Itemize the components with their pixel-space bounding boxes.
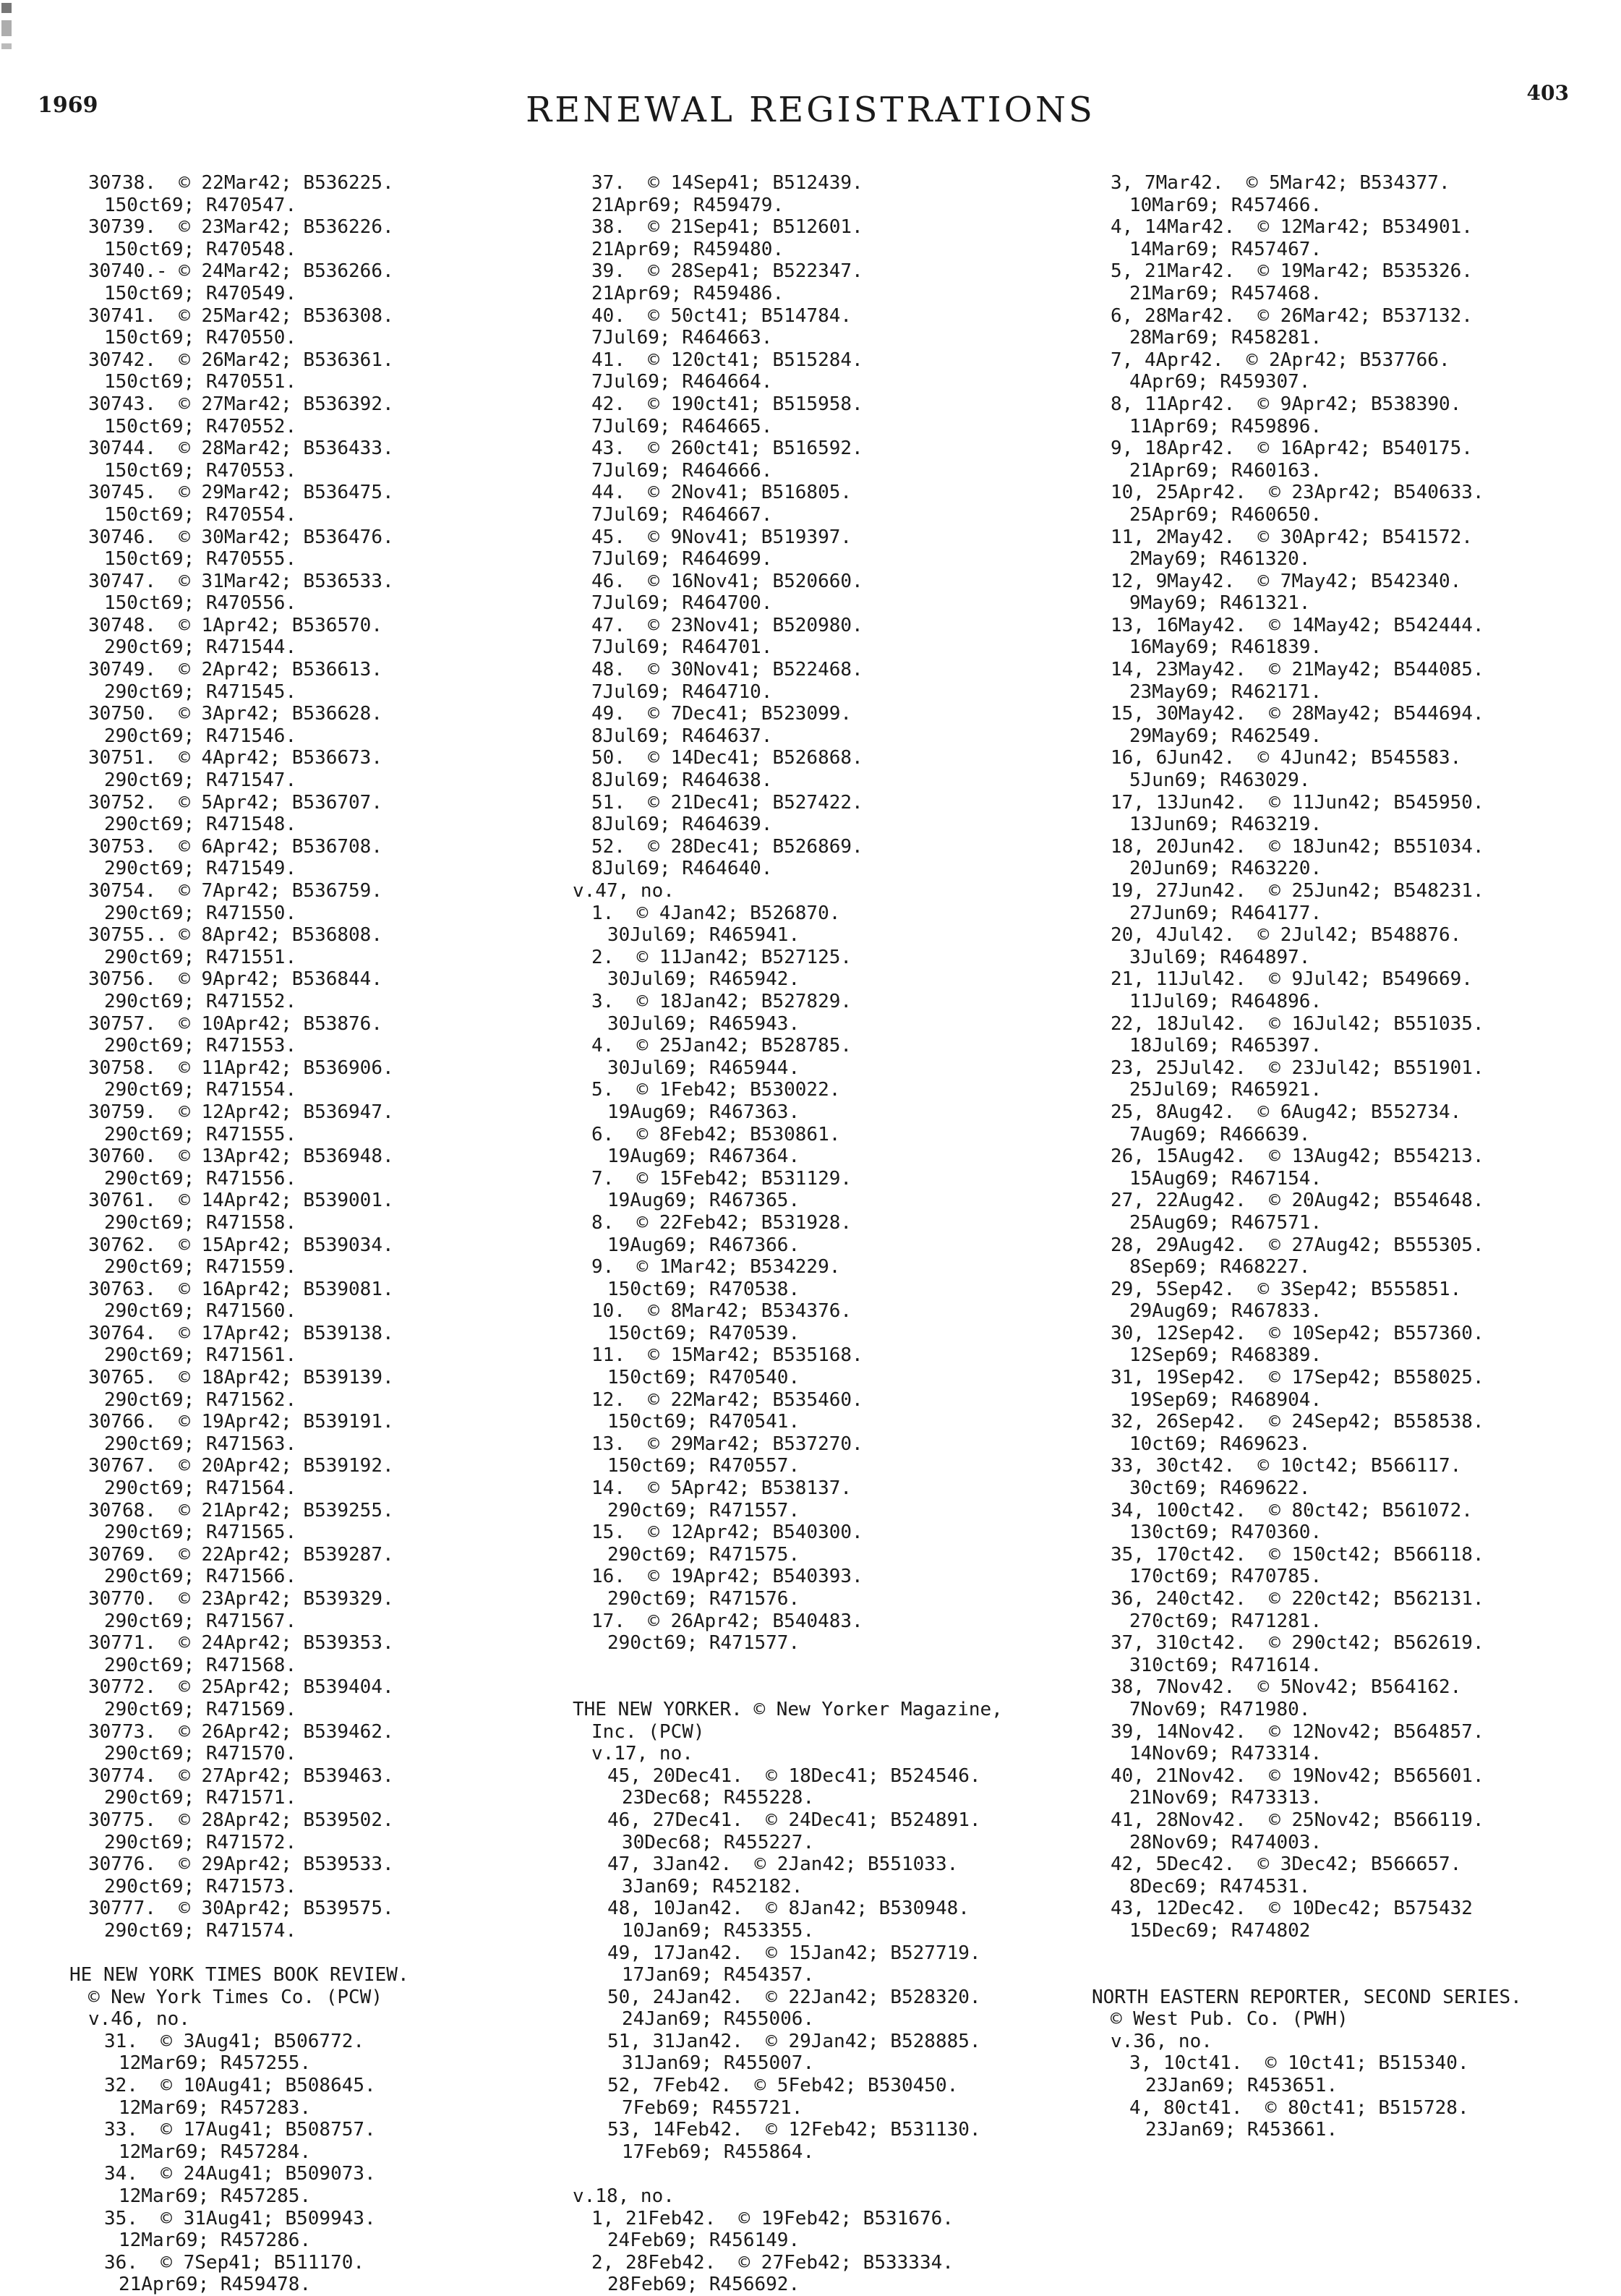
registration-line: 19Aug69; R467365.	[607, 1190, 800, 1212]
registration-line: 30772. © 25Apr42; B539404.	[88, 1676, 394, 1699]
registration-line: 30764. © 17Apr42; B539138.	[88, 1322, 394, 1344]
registration-line: 290ct69; R471576.	[607, 1588, 800, 1610]
registration-line: 290ct69; R471568.	[104, 1654, 297, 1676]
registration-line: 21Apr69; R460163.	[1129, 459, 1322, 482]
registration-line: 290ct69; R471574.	[104, 1919, 297, 1942]
registration-line: 290ct69; R471563.	[104, 1433, 297, 1455]
registration-line: 49, 17Jan42. © 15Jan42; B527719.	[607, 1942, 981, 1964]
registration-line: 4Apr69; R459307.	[1129, 371, 1311, 393]
registration-line: 37. © 14Sep41; B512439.	[591, 172, 863, 194]
registration-line: 21Apr69; R459486.	[591, 282, 784, 304]
registration-line: 30752. © 5Apr42; B536707.	[88, 791, 382, 814]
registration-line: 50. © 14Dec41; B526868.	[591, 747, 863, 769]
registration-line: 28Mar69; R458281.	[1129, 327, 1322, 349]
registration-line: 16, 6Jun42. © 4Jun42; B545583.	[1111, 747, 1462, 769]
registration-line: 13, 16May42. © 14May42; B542444.	[1111, 614, 1484, 636]
registration-line: 35. © 31Aug41; B509943.	[104, 2207, 376, 2229]
registration-line: 23Jan69; R453661.	[1145, 2119, 1338, 2141]
registration-line: Inc. (PCW)	[591, 1720, 705, 1743]
registration-line: 23Dec68; R455228.	[622, 1787, 815, 1809]
registration-line: 30761. © 14Apr42; B539001.	[88, 1190, 394, 1212]
registration-line: 150ct69; R470541.	[607, 1411, 800, 1433]
registration-line: 30766. © 19Apr42; B539191.	[88, 1411, 394, 1433]
registration-line: 46, 27Dec41. © 24Dec41; B524891.	[607, 1809, 981, 1831]
registration-line: 4. © 25Jan42; B528785.	[591, 1035, 852, 1057]
registration-line: 7Aug69; R466639.	[1129, 1123, 1311, 1145]
registration-line: 51, 31Jan42. © 29Jan42; B528885.	[607, 2030, 981, 2052]
registration-line: 40. © 50ct41; B514784.	[591, 304, 852, 327]
registration-line: 13Jun69; R463219.	[1129, 814, 1322, 836]
registration-line: 150ct69; R470549.	[104, 282, 297, 304]
registration-line: 30773. © 26Apr42; B539462.	[88, 1720, 394, 1743]
registration-line: 290ct69; R471549.	[104, 858, 297, 880]
registration-line: 43, 12Dec42. © 10Dec42; B575432	[1111, 1898, 1473, 1920]
registration-line: 7Jul69; R464667.	[591, 503, 773, 526]
registration-line: 30750. © 3Apr42; B536628.	[88, 703, 382, 725]
registration-line: 43. © 260ct41; B516592.	[591, 438, 863, 460]
registration-line: v.36, no.	[1111, 2030, 1212, 2052]
registration-line: 150ct69; R470552.	[104, 415, 297, 438]
registration-line: 16. © 19Apr42; B540393.	[591, 1566, 863, 1588]
registration-line: 19, 27Jun42. © 25Jun42; B548231.	[1111, 880, 1484, 902]
registration-line: 30767. © 20Apr42; B539192.	[88, 1455, 394, 1477]
registration-line: 30ct69; R469622.	[1129, 1477, 1311, 1500]
registration-line: 11Jul69; R464896.	[1129, 990, 1322, 1012]
registration-line: 42, 5Dec42. © 3Dec42; B566657.	[1111, 1853, 1462, 1876]
registration-line: 11, 2May42. © 30Apr42; B541572.	[1111, 526, 1473, 548]
registration-line: v.46, no.	[88, 2008, 190, 2031]
registration-line: 28Feb69; R456692.	[607, 2274, 800, 2296]
registration-line: 31, 19Sep42. © 17Sep42; B558025.	[1111, 1367, 1484, 1389]
registration-line: 30760. © 13Apr42; B536948.	[88, 1145, 394, 1168]
registration-line: 290ct69; R471554.	[104, 1079, 297, 1101]
registration-line: 7Jul69; R464664.	[591, 371, 773, 393]
registration-line: 11Apr69; R459896.	[1129, 415, 1322, 438]
registration-line: 51. © 21Dec41; B527422.	[591, 791, 863, 814]
registration-line: 30756. © 9Apr42; B536844.	[88, 968, 382, 991]
registration-line: 14. © 5Apr42; B538137.	[591, 1477, 852, 1500]
registration-line: 50, 24Jan42. © 22Jan42; B528320.	[607, 1986, 981, 2008]
registration-line: 19Aug69; R467364.	[607, 1145, 800, 1168]
registration-line: 45, 20Dec41. © 18Dec41; B524546.	[607, 1764, 981, 1787]
registration-line: v.17, no.	[591, 1743, 693, 1765]
registration-line: 30Jul69; R465942.	[607, 968, 800, 991]
registration-line: 30745. © 29Mar42; B536475.	[88, 482, 394, 504]
registration-line: 18, 20Jun42. © 18Jun42; B551034.	[1111, 835, 1484, 858]
registration-line: 31Jan69; R455007.	[622, 2052, 815, 2075]
registration-line: 7Jul69; R464700.	[591, 592, 773, 615]
registration-line: 30739. © 23Mar42; B536226.	[88, 216, 394, 239]
registration-line: 48, 10Jan42. © 8Jan42; B530948.	[607, 1898, 970, 1920]
registration-line: 48. © 30Nov41; B522468.	[591, 659, 863, 681]
registration-line: 30747. © 31Mar42; B536533.	[88, 570, 394, 592]
registration-line: 8Sep69; R468227.	[1129, 1256, 1311, 1279]
registration-line: 28, 29Aug42. © 27Aug42; B555305.	[1111, 1234, 1484, 1256]
registration-line: 290ct69; R471550.	[104, 902, 297, 924]
text-column-right	[1092, 172, 1522, 2141]
registration-line: 47, 3Jan42. © 2Jan42; B551033.	[607, 1853, 959, 1876]
registration-line: 44. © 2Nov41; B516805.	[591, 482, 852, 504]
registration-line: 42. © 190ct41; B515958.	[591, 393, 863, 415]
registration-line: 30774. © 27Apr42; B539463.	[88, 1764, 394, 1787]
registration-line: 30Dec68; R455227.	[622, 1831, 815, 1853]
registration-line: 39. © 28Sep41; B522347.	[591, 260, 863, 283]
registration-line: 30754. © 7Apr42; B536759.	[88, 880, 382, 902]
registration-line: 7Jul69; R464665.	[591, 415, 773, 438]
registration-line: 30776. © 29Apr42; B539533.	[88, 1853, 394, 1876]
registration-line: 21, 11Jul42. © 9Jul42; B549669.	[1111, 968, 1473, 991]
registration-line: 38, 7Nov42. © 5Nov42; B564162.	[1111, 1676, 1462, 1699]
registration-line: THE NEW YORKER. © New Yorker Magazine,	[573, 1698, 1003, 1720]
registration-line: 150ct69; R470548.	[104, 238, 297, 260]
registration-line: 30746. © 30Mar42; B536476.	[88, 526, 394, 548]
registration-line: 2, 28Feb42. © 27Feb42; B533334.	[591, 2251, 954, 2274]
registration-line: NORTH EASTERN REPORTER, SECOND SERIES.	[1092, 1986, 1522, 2008]
registration-line: 15Dec69; R474802	[1129, 1919, 1311, 1942]
registration-line: 20, 4Jul42. © 2Jul42; B548876.	[1111, 924, 1462, 947]
registration-line	[1111, 1964, 1522, 1986]
registration-line: 150ct69; R470547.	[104, 194, 297, 216]
registration-line: 8Dec69; R474531.	[1129, 1875, 1311, 1898]
registration-line: 3Jan69; R452182.	[622, 1875, 803, 1898]
registration-line: 150ct69; R470539.	[607, 1322, 800, 1344]
registration-line: 290ct69; R471561.	[104, 1344, 297, 1367]
registration-line: 32, 26Sep42. © 24Sep42; B558538.	[1111, 1411, 1484, 1433]
registration-line: 8. © 22Feb42; B531928.	[591, 1211, 852, 1234]
registration-line: 41, 28Nov42. © 25Nov42; B566119.	[1111, 1809, 1484, 1831]
registration-line: 6, 28Mar42. © 26Mar42; B537132.	[1111, 304, 1473, 327]
registration-line: 30769. © 22Apr42; B539287.	[88, 1543, 394, 1566]
registration-line: 2May69; R461320.	[1129, 548, 1311, 571]
registration-line: 290ct69; R471567.	[104, 1610, 297, 1632]
registration-line: 39, 14Nov42. © 12Nov42; B564857.	[1111, 1720, 1484, 1743]
registration-line: 9, 18Apr42. © 16Apr42; B540175.	[1111, 438, 1473, 460]
registration-line: 290ct69; R471571.	[104, 1787, 297, 1809]
registration-line: HE NEW YORK TIMES BOOK REVIEW.	[69, 1964, 409, 1986]
registration-line: 46. © 16Nov41; B520660.	[591, 570, 863, 592]
registration-line: 290ct69; R471564.	[104, 1477, 297, 1500]
registration-line: 290ct69; R471556.	[104, 1167, 297, 1190]
registration-line: 3, 7Mar42. © 5Mar42; B534377.	[1111, 172, 1450, 194]
registration-line: 5Jun69; R463029.	[1129, 769, 1311, 792]
registration-line: 30740.- © 24Mar42; B536266.	[88, 260, 394, 283]
registration-line: 7Jul69; R464699.	[591, 548, 773, 571]
registration-line: 10. © 8Mar42; B534376.	[591, 1300, 852, 1323]
registration-line: 12Mar69; R457284.	[119, 2141, 312, 2163]
registration-line: 150ct69; R470538.	[607, 1278, 800, 1300]
registration-line: 5. © 1Feb42; B530022.	[591, 1079, 841, 1101]
registration-line: 4, 80ct41. © 80ct41; B515728.	[1129, 2096, 1469, 2119]
registration-line: 7Nov69; R471980.	[1129, 1698, 1311, 1720]
registration-line: 7. © 15Feb42; B531129.	[591, 1167, 852, 1190]
registration-line: 20Jun69; R463220.	[1129, 858, 1322, 880]
registration-line: 9. © 1Mar42; B534229.	[591, 1256, 841, 1279]
registration-line: 290ct69; R471547.	[104, 769, 297, 792]
registration-line: 290ct69; R471551.	[104, 946, 297, 968]
registration-line	[69, 1942, 409, 1965]
header-year: 1969	[38, 93, 98, 118]
registration-line: 30775. © 28Apr42; B539502.	[88, 1809, 394, 1831]
registration-line: 3, 10ct41. © 10ct41; B515340.	[1129, 2052, 1469, 2075]
registration-line: 25Aug69; R467571.	[1129, 1211, 1322, 1234]
registration-line: 16May69; R461839.	[1129, 636, 1322, 659]
registration-line: 19Aug69; R467366.	[607, 1234, 800, 1256]
registration-line: 150ct69; R470554.	[104, 503, 297, 526]
registration-line: 17Feb69; R455864.	[622, 2141, 815, 2163]
registration-line: 8Jul69; R464638.	[591, 769, 773, 792]
registration-line: 26, 15Aug42. © 13Aug42; B554213.	[1111, 1145, 1484, 1168]
page-number: 403	[1526, 81, 1569, 105]
registration-line: v.18, no.	[573, 2185, 675, 2208]
registration-line: 21Apr69; R459479.	[591, 194, 784, 216]
registration-line: 21Apr69; R459480.	[591, 238, 784, 260]
registration-line: 290ct69; R471565.	[104, 1522, 297, 1544]
registration-line: 150ct69; R470553.	[104, 459, 297, 482]
registration-line: 30758. © 11Apr42; B536906.	[88, 1057, 394, 1079]
registration-line: 30748. © 1Apr42; B536570.	[88, 614, 382, 636]
registration-line: 290ct69; R471572.	[104, 1831, 297, 1853]
registration-line: 130ct69; R470360.	[1129, 1522, 1322, 1544]
registration-line: 8Jul69; R464640.	[591, 858, 773, 880]
registration-line: 30, 12Sep42. © 10Sep42; B557360.	[1111, 1322, 1484, 1344]
registration-line: 8Jul69; R464639.	[591, 814, 773, 836]
registration-line: 27, 22Aug42. © 20Aug42; B554648.	[1111, 1190, 1484, 1212]
registration-line: 30777. © 30Apr42; B539575.	[88, 1898, 394, 1920]
registration-line: 40, 21Nov42. © 19Nov42; B565601.	[1111, 1764, 1484, 1787]
registration-line: 8, 11Apr42. © 9Apr42; B538390.	[1111, 393, 1462, 415]
registration-line: 25, 8Aug42. © 6Aug42; B552734.	[1111, 1101, 1462, 1123]
registration-line: 19Sep69; R468904.	[1129, 1388, 1322, 1411]
registration-line: 14Nov69; R473314.	[1129, 1743, 1322, 1765]
registration-line: 30Jul69; R465941.	[607, 924, 800, 947]
registration-line: 49. © 7Dec41; B523099.	[591, 703, 852, 725]
registration-line: 3. © 18Jan42; B527829.	[591, 990, 852, 1012]
registration-line: 47. © 23Nov41; B520980.	[591, 614, 863, 636]
registration-line	[573, 2163, 1003, 2185]
registration-line: 17Jan69; R454357.	[622, 1964, 815, 1986]
text-column-left	[69, 172, 409, 2296]
registration-line: 36. © 7Sep41; B511170.	[104, 2251, 365, 2274]
registration-line: v.47, no.	[573, 880, 675, 902]
registration-line: 30Jul69; R465943.	[607, 1012, 800, 1035]
registration-line: 290ct69; R471559.	[104, 1256, 297, 1279]
registration-line: 37, 310ct42. © 290ct42; B562619.	[1111, 1632, 1484, 1655]
registration-line: 30765. © 18Apr42; B539139.	[88, 1367, 394, 1389]
registration-line: 290ct69; R471545.	[104, 680, 297, 703]
registration-line: 30738. © 22Mar42; B536225.	[88, 172, 394, 194]
registration-line: 38. © 21Sep41; B512601.	[591, 216, 863, 239]
registration-line: 10Jan69; R453355.	[622, 1919, 815, 1942]
registration-line: 290ct69; R471569.	[104, 1698, 297, 1720]
registration-line: 30743. © 27Mar42; B536392.	[88, 393, 394, 415]
registration-line: 18Jul69; R465397.	[1129, 1035, 1322, 1057]
registration-line: 290ct69; R471552.	[104, 990, 297, 1012]
registration-line: 32. © 10Aug41; B508645.	[104, 2075, 376, 2097]
registration-line: 12Mar69; R457285.	[119, 2185, 312, 2208]
scan-edge-marks	[1, 0, 14, 2204]
registration-line: 12Mar69; R457255.	[119, 2052, 312, 2075]
registration-line: 7Jul69; R464701.	[591, 636, 773, 659]
registration-line: 7Jul69; R464663.	[591, 327, 773, 349]
registration-line: 310ct69; R471614.	[1129, 1654, 1322, 1676]
registration-line: 30753. © 6Apr42; B536708.	[88, 835, 382, 858]
registration-line: 150ct69; R470555.	[104, 548, 297, 571]
registration-line	[1111, 1942, 1522, 1965]
registration-line: 52, 7Feb42. © 5Feb42; B530450.	[607, 2075, 959, 2097]
registration-line: 30770. © 23Apr42; B539329.	[88, 1588, 394, 1610]
page-title: RENEWAL REGISTRATIONS	[526, 90, 1095, 130]
registration-line: 41. © 120ct41; B515284.	[591, 349, 863, 371]
registration-line: 15Aug69; R467154.	[1129, 1167, 1322, 1190]
registration-line: 34, 100ct42. © 80ct42; B561072.	[1111, 1499, 1473, 1522]
registration-line: 290ct69; R471555.	[104, 1123, 297, 1145]
registration-line: 25Jul69; R465921.	[1129, 1079, 1322, 1101]
registration-line: 290ct69; R471560.	[104, 1300, 297, 1323]
registration-line: 24Feb69; R456149.	[607, 2229, 800, 2252]
registration-line: 290ct69; R471546.	[104, 725, 297, 747]
registration-line: 30757. © 10Apr42; B53876.	[88, 1012, 382, 1035]
registration-line: 7, 4Apr42. © 2Apr42; B537766.	[1111, 349, 1450, 371]
registration-line: 30751. © 4Apr42; B536673.	[88, 747, 382, 769]
registration-line: 12. © 22Mar42; B535460.	[591, 1388, 863, 1411]
registration-line: 5, 21Mar42. © 19Mar42; B535326.	[1111, 260, 1473, 283]
registration-line	[573, 1655, 1003, 1677]
registration-line: 150ct69; R470550.	[104, 327, 297, 349]
registration-line: 150ct69; R470540.	[607, 1367, 800, 1389]
registration-line: 290ct69; R471577.	[607, 1632, 800, 1655]
registration-line: 30755.. © 8Apr42; B536808.	[88, 924, 382, 947]
registration-line: 290ct69; R471570.	[104, 1743, 297, 1765]
registration-line: 29May69; R462549.	[1129, 725, 1322, 747]
registration-line: 290ct69; R471553.	[104, 1035, 297, 1057]
registration-line: 30741. © 25Mar42; B536308.	[88, 304, 394, 327]
registration-line: 19Aug69; R467363.	[607, 1101, 800, 1123]
registration-line: © West Pub. Co. (PWH)	[1111, 2008, 1348, 2031]
registration-line: 10ct69; R469623.	[1129, 1433, 1311, 1455]
registration-line: 150ct69; R470551.	[104, 371, 297, 393]
registration-line: 11. © 15Mar42; B535168.	[591, 1344, 863, 1367]
registration-line: 30768. © 21Apr42; B539255.	[88, 1499, 394, 1522]
registration-line: 29, 5Sep42. © 3Sep42; B555851.	[1111, 1278, 1462, 1300]
registration-line: 33, 30ct42. © 10ct42; B566117.	[1111, 1455, 1462, 1477]
registration-line: 13. © 29Mar42; B537270.	[591, 1433, 863, 1455]
registration-line: 15, 30May42. © 28May42; B544694.	[1111, 703, 1484, 725]
registration-line: 23May69; R462171.	[1129, 680, 1322, 703]
registration-line: 27Jun69; R464177.	[1129, 902, 1322, 924]
registration-line	[573, 1676, 1003, 1699]
registration-line: 15. © 12Apr42; B540300.	[591, 1522, 863, 1544]
registration-line: 7Jul69; R464666.	[591, 459, 773, 482]
registration-line: 290ct69; R471544.	[104, 636, 297, 659]
registration-line: 30763. © 16Apr42; B539081.	[88, 1278, 394, 1300]
registration-line: 2. © 11Jan42; B527125.	[591, 946, 852, 968]
registration-line: 30759. © 12Apr42; B536947.	[88, 1101, 394, 1123]
registration-line: 12, 9May42. © 7May42; B542340.	[1111, 570, 1462, 592]
registration-line: 34. © 24Aug41; B509073.	[104, 2163, 376, 2185]
registration-line: 17. © 26Apr42; B540483.	[591, 1610, 863, 1632]
registration-line: 23, 25Jul42. © 23Jul42; B551901.	[1111, 1057, 1484, 1079]
registration-line: 6. © 8Feb42; B530861.	[591, 1123, 841, 1145]
registration-line: 33. © 17Aug41; B508757.	[104, 2119, 376, 2141]
registration-line: 30749. © 2Apr42; B536613.	[88, 659, 382, 681]
registration-line: 36, 240ct42. © 220ct42; B562131.	[1111, 1588, 1484, 1610]
registration-line: 170ct69; R470785.	[1129, 1566, 1322, 1588]
registration-line: 270ct69; R471281.	[1129, 1610, 1322, 1632]
registration-line: 21Apr69; R459478.	[119, 2274, 312, 2296]
registration-line: 35, 170ct42. © 150ct42; B566118.	[1111, 1543, 1484, 1566]
registration-line: 8Jul69; R464637.	[591, 725, 773, 747]
registration-line: 12Sep69; R468389.	[1129, 1344, 1322, 1367]
registration-line: 290ct69; R471573.	[104, 1875, 297, 1898]
registration-line: 31. © 3Aug41; B506772.	[104, 2030, 365, 2052]
registration-line: 290ct69; R471548.	[104, 814, 297, 836]
registration-line: 10, 25Apr42. © 23Apr42; B540633.	[1111, 482, 1484, 504]
registration-line: 14Mar69; R457467.	[1129, 238, 1322, 260]
registration-line: 150ct69; R470557.	[607, 1455, 800, 1477]
registration-line: 290ct69; R471566.	[104, 1566, 297, 1588]
registration-line: 30762. © 15Apr42; B539034.	[88, 1234, 394, 1256]
registration-line: 30771. © 24Apr42; B539353.	[88, 1632, 394, 1655]
registration-line: 12Mar69; R457286.	[119, 2229, 312, 2252]
registration-line: 290ct69; R471558.	[104, 1211, 297, 1234]
registration-line: 22, 18Jul42. © 16Jul42; B551035.	[1111, 1012, 1484, 1035]
registration-line: 45. © 9Nov41; B519397.	[591, 526, 852, 548]
registration-line: 3Jul69; R464897.	[1129, 946, 1311, 968]
text-column-middle	[573, 172, 1003, 2296]
registration-line: 4, 14Mar42. © 12Mar42; B534901.	[1111, 216, 1473, 239]
registration-line: 17, 13Jun42. © 11Jun42; B545950.	[1111, 791, 1484, 814]
registration-line: 53, 14Feb42. © 12Feb42; B531130.	[607, 2119, 981, 2141]
registration-line: 30Jul69; R465944.	[607, 1057, 800, 1079]
registration-line: 290ct69; R471557.	[607, 1499, 800, 1522]
registration-line: 1. © 4Jan42; B526870.	[591, 902, 841, 924]
registration-line: 29Aug69; R467833.	[1129, 1300, 1322, 1323]
registration-line: 21Mar69; R457468.	[1129, 282, 1322, 304]
registration-line: 290ct69; R471575.	[607, 1543, 800, 1566]
registration-line: 21Nov69; R473313.	[1129, 1787, 1322, 1809]
registration-line: 10Mar69; R457466.	[1129, 194, 1322, 216]
registration-line: 7Feb69; R455721.	[622, 2096, 803, 2119]
registration-line: 25Apr69; R460650.	[1129, 503, 1322, 526]
registration-line: 290ct69; R471562.	[104, 1388, 297, 1411]
registration-line: 12Mar69; R457283.	[119, 2096, 312, 2119]
registration-line: © New York Times Co. (PCW)	[88, 1986, 382, 2008]
registration-line: 150ct69; R470556.	[104, 592, 297, 615]
registration-line: 1, 21Feb42. © 19Feb42; B531676.	[591, 2207, 954, 2229]
registration-line: 24Jan69; R455006.	[622, 2008, 815, 2031]
registration-line: 14, 23May42. © 21May42; B544085.	[1111, 659, 1484, 681]
registration-line: 7Jul69; R464710.	[591, 680, 773, 703]
registration-line: 52. © 28Dec41; B526869.	[591, 835, 863, 858]
registration-line: 23Jan69; R453651.	[1145, 2075, 1338, 2097]
registration-line: 9May69; R461321.	[1129, 592, 1311, 615]
registration-line: 30742. © 26Mar42; B536361.	[88, 349, 394, 371]
registration-line: 28Nov69; R474003.	[1129, 1831, 1322, 1853]
registration-line: 30744. © 28Mar42; B536433.	[88, 438, 394, 460]
